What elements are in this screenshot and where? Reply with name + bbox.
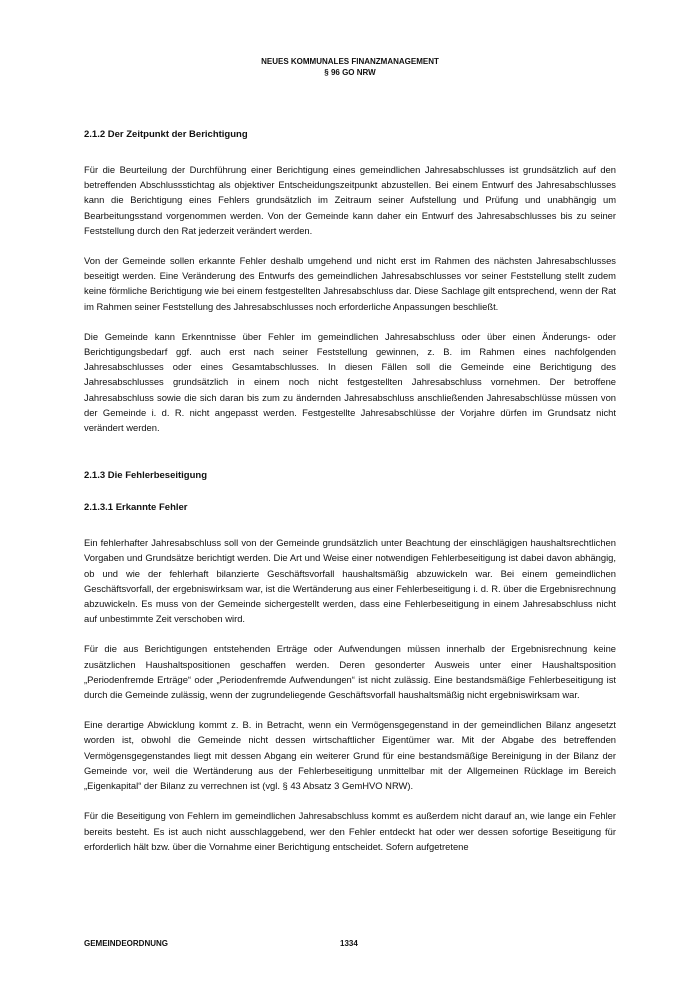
paragraph: Für die aus Berichtigungen entstehenden Erträge oder Aufwendungen müssen innerhalb der Ergebnisrechnung keine zusätzlichen Haushaltspositionen geschaffen werden. Deren gesonderter Ausweis unter einer Haushaltsposition „Periodenfremde Erträge“ oder „Periodenfremde Aufwendungen“ ist nicht zulässig. Eine bestandsmäßige Fehlerbeseitigung ist durch die Gemeinde zulässig, wenn der zugrundeliegende Geschäftsvorfall haushaltsmäßig nicht ergebniswirksam war. — [84, 643, 616, 701]
paragraph: Eine derartige Abwicklung kommt z. B. in Betracht, wenn ein Vermögensgegenstand in der gemeindlichen Bilanz angesetzt worden ist, obwohl die Gemeinde nicht dessen wirtschaftlicher Eigentümer war. Mit der Abgabe des betreffenden Vermögensgegenstandes liegt mit dessen Abgang ein weiterer Grund für eine bestandsmäßige Bereinigung in der Bilanz der Gemeinde vor, weil die Wertänderung aus der Fehlerbeseitigung unmittelbar mit der Allgemeinen Rücklage im Bereich „Eigenkapital“ der Bilanz zu verrechnen ist (vgl. § 43 Absatz 3 GemHVO NRW). — [84, 719, 616, 792]
section-heading-2-1-2: 2.1.2 Der Zeitpunkt der Berichtigung — [84, 129, 248, 140]
footer-title: GEMEINDEORDNUNG — [84, 939, 169, 948]
page-header — [0, 56, 700, 78]
document-body — [84, 128, 616, 854]
paragraph: Von der Gemeinde sollen erkannte Fehler deshalb umgehend und nicht erst im Rahmen des nächsten Jahresabschlusses beseitigt werden. Eine Veränderung des Entwurfs des gemeindlichen Jahresabschlusses vor seiner Feststellung stellt zudem keine förmliche Berichtigung wie bei einem festgestellten Jahresabschluss dar. Diese Sachlage gilt entsprechend, wenn der Rat im Rahmen seiner Feststellung des Jahresabschlusses noch erforderliche Anpassungen beschließt. — [84, 255, 616, 312]
section-heading-2-1-3: 2.1.3 Die Fehlerbeseitigung — [84, 470, 208, 482]
paragraph: Für die Beurteilung der Durchführung einer Berichtigung eines gemeindlichen Jahresabschlusses ist grundsätzlich auf den betreffenden Abschlussstichtag als objektiver Entscheidungszeitpunkt abzustellen. Bei einem Entwurf des Jahresabschlusses kann die Berichtigung eines Fehlers grundsätzlich im Zeitraum seiner Aufstellung und Prüfung und unabhängig um Bearbeitungsstand vorgenommen werden. Von der Gemeinde kann daher ein Entwurf des Jahresabschlusses bis zu seiner Feststellung durch den Rat jederzeit verändert werden. — [84, 164, 616, 236]
paragraph: Ein fehlerhafter Jahresabschluss soll von der Gemeinde grundsätzlich unter Beachtung der einschlägigen haushaltsrechtlichen Vorgaben und Grundsätze berichtigt werden. Die Art und Weise einer notwendigen Fehlerbeseitigung ist dabei davon abhängig, ob und wie der fehlerhaft bilanzierte Geschäftsvorfall haushaltsmäßig abzuwickeln war. Bei einem gemeindlichen Geschäftsvorfall, der ergebniswirksam war, ist die Wertänderung aus einer Fehlerbeseitigung i. d. R. über die Ergebnisrechnung abzuwickeln. Es muss von der Gemeinde sichergestellt werden, dass eine Fehlerbeseitigung in einem Jahresabschluss nicht auf unbestimmte Zeit verschoben wird. — [84, 537, 616, 625]
header-title: NEUES KOMMUNALES FINANZMANAGEMENT — [261, 57, 439, 66]
paragraph: Die Gemeinde kann Erkenntnisse über Fehler im gemeindlichen Jahresabschluss oder über einen Änderungs- oder Berichtigungsbedarf ggf. auch erst nach seiner Feststellung gewinnen, z. B. im Rahmen eines nachfolgenden Jahresabschlusses oder eines Gesamtabschlusses. In diesen Fällen soll die Gemeinde eine Berichtigung des Jahresabschlusses grundsätzlich in einem noch nicht festgestellten Jahresabschluss vornehmen. Der betroffene Jahresabschluss sowie die sich daran bis zum zu ändernden Jahresabschluss anschließenden Jahresabschlüsse müssen von der Gemeinde i. d. R. nicht angepasst werden. Festgestellte Jahresabschlüsse der Vorjahre dürfen im Grundsatz nicht verändert werden. — [84, 330, 616, 434]
paragraph: Für die Beseitigung von Fehlern im gemeindlichen Jahresabschluss kommt es außerdem nicht darauf an, wie lange ein Fehler bereits besteht. Es ist auch nicht ausschlaggebend, wer den Fehler entdeckt hat oder wer dessen sofortige Beseitigung für erforderlich hält bzw. über die Vornahme einer Berichtigung entscheidet. Sofern aufgetretene — [84, 810, 616, 852]
section-heading-2-1-3-1: 2.1.3.1 Erkannte Fehler — [84, 502, 188, 514]
page-number: 1334 — [340, 939, 358, 948]
header-subtitle: § 96 GO NRW — [324, 68, 376, 77]
